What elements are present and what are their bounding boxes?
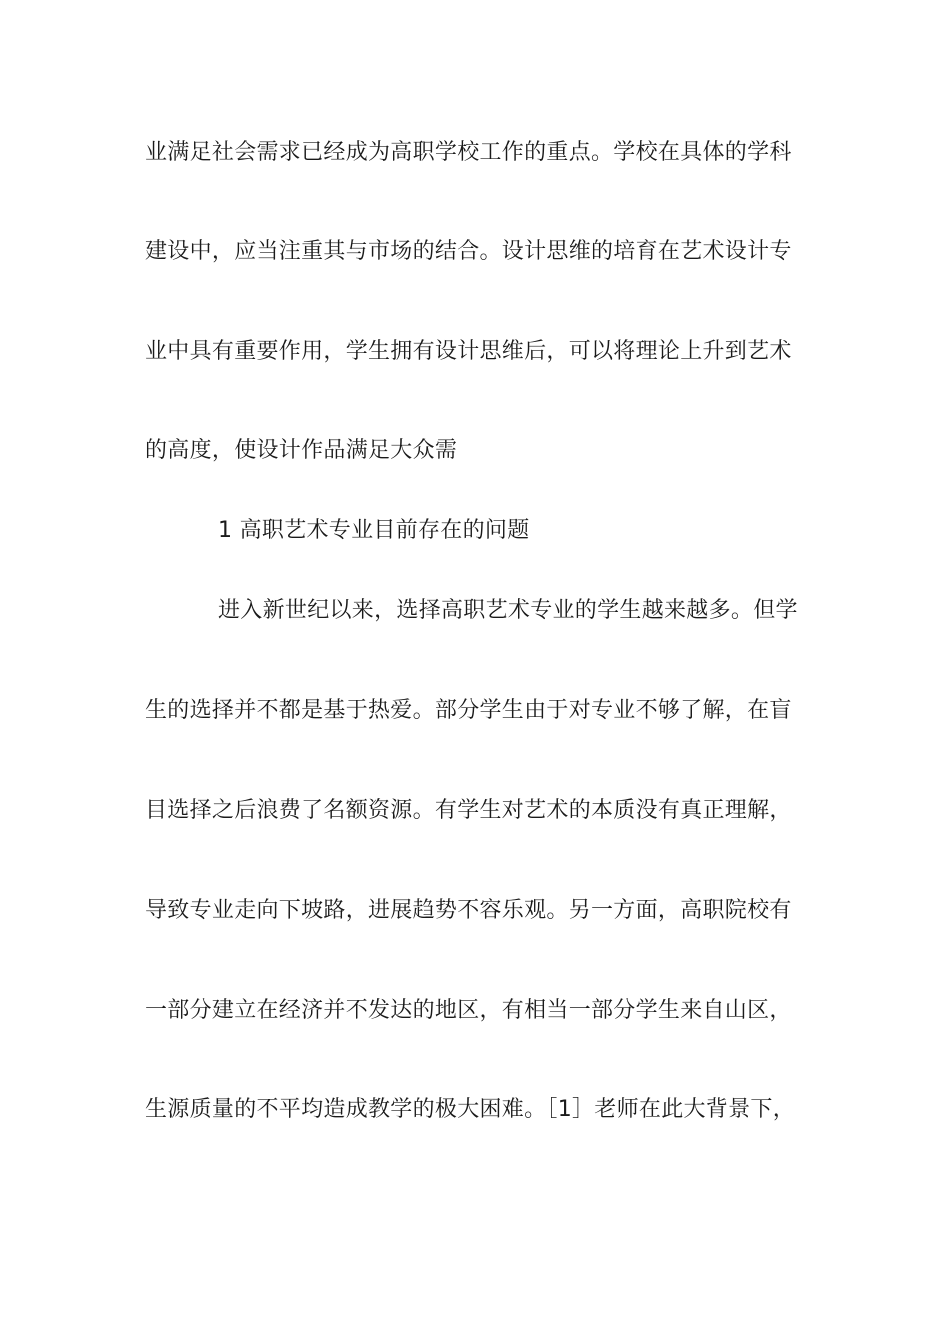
paragraph-line: 进入新世纪以来，选择高职艺术专业的学生越来越多。但学 xyxy=(218,598,798,623)
section-heading: 1 高职艺术专业目前存在的问题 xyxy=(218,518,530,543)
paragraph-line: 业中具有重要作用，学生拥有设计思维后，可以将理论上升到艺术 xyxy=(145,339,792,364)
paragraph-line: 导致专业走向下坡路，进展趋势不容乐观。另一方面，高职院校有 xyxy=(145,898,792,923)
paragraph-line: 目选择之后浪费了名额资源。有学生对艺术的本质没有真正理解， xyxy=(145,798,792,823)
paragraph-line: 建设中，应当注重其与市场的结合。设计思维的培育在艺术设计专 xyxy=(145,239,792,264)
paragraph-line: 业满足社会需求已经成为高职学校工作的重点。学校在具体的学科 xyxy=(145,140,792,165)
paragraph-line: 生源质量的不平均造成教学的极大困难。［1］老师在此大背景下， xyxy=(145,1097,795,1122)
paragraph-line: 的高度，使设计作品满足大众需 xyxy=(145,438,458,463)
paragraph-line: 一部分建立在经济并不发达的地区，有相当一部分学生来自山区， xyxy=(145,998,792,1023)
paragraph-line: 生的选择并不都是基于热爱。部分学生由于对专业不够了解，在盲 xyxy=(145,698,792,723)
